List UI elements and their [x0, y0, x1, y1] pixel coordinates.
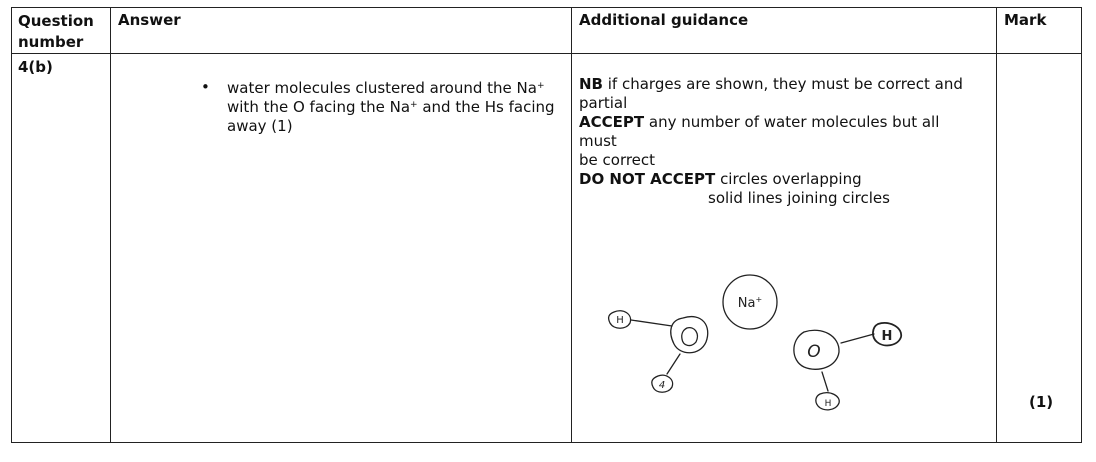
table-top-border: [11, 7, 1082, 8]
header-answer: Answer: [118, 11, 181, 29]
left-hydrogen-2-label: 4: [658, 380, 666, 391]
left-hydrogen-1-label: H: [616, 315, 624, 326]
table-left-border: [11, 7, 12, 443]
table-bottom-border: [11, 442, 1082, 443]
right-hydrogen-1-label: H: [881, 329, 893, 344]
left-bond-2: [667, 354, 680, 374]
column-divider-2: [571, 7, 572, 443]
guidance-accept-line: ACCEPT any number of water molecules but all must: [579, 113, 940, 150]
header-divider: [11, 53, 1082, 54]
header-question-number: Question number: [18, 12, 94, 51]
right-bond-1: [841, 334, 874, 343]
mark-value: (1): [1029, 393, 1054, 411]
answer-line-3: away (1): [227, 117, 293, 135]
guidance-do-not-accept-line-2: solid lines joining circles: [708, 189, 890, 207]
question-number: 4(b): [18, 58, 53, 76]
hydration-diagram: [590, 260, 930, 430]
answer-line-1: water molecules clustered around the Na+: [227, 79, 545, 97]
guidance-nb-line: NB if charges are shown, they must be correct and: [579, 75, 963, 93]
guidance-do-not-accept-line: DO NOT ACCEPT circles overlapping: [579, 170, 862, 188]
right-bond-2: [822, 372, 828, 391]
guidance-text: [579, 75, 979, 208]
right-oxygen-label: O: [807, 342, 821, 362]
left-bond-1: [631, 320, 672, 326]
header-additional-guidance: Additional guidance: [579, 11, 749, 29]
table-right-border: [1081, 7, 1082, 443]
column-divider-3: [996, 7, 997, 443]
right-hydrogen-2-label: H: [824, 399, 832, 409]
left-oxygen-inner: [682, 328, 698, 346]
answer-line-2: with the O facing the Na+ and the Hs facing: [227, 98, 555, 116]
answer-bullet: •: [201, 78, 210, 96]
guidance-nb-line-2: partial: [579, 94, 628, 112]
guidance-accept-line-2: be correct: [579, 151, 656, 169]
sodium-ion-label: Na+: [737, 295, 763, 311]
column-divider-1: [110, 7, 111, 443]
answer-text: [227, 79, 557, 136]
header-mark: Mark: [1004, 11, 1047, 29]
left-oxygen-circle: [671, 317, 708, 353]
